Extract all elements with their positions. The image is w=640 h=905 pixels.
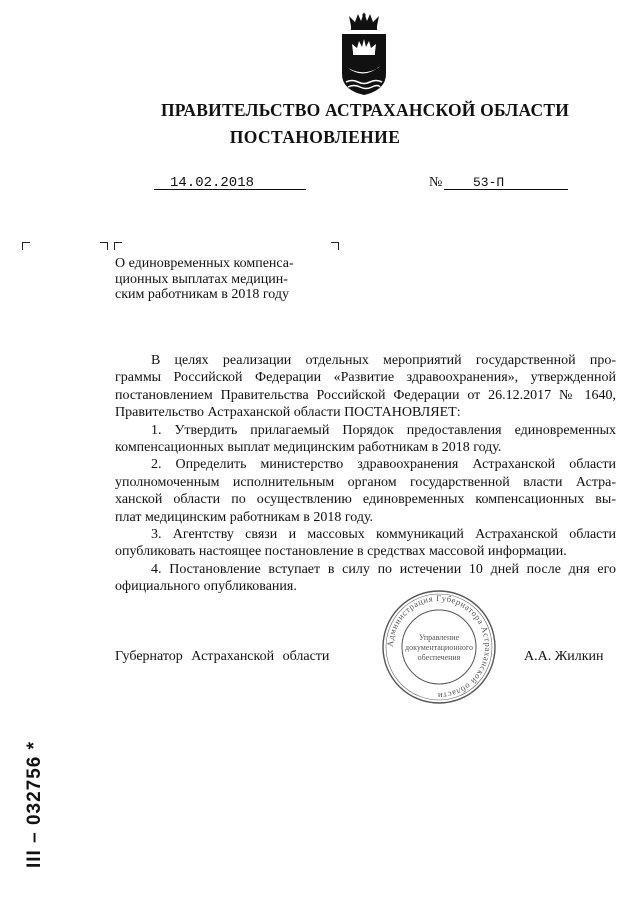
official-seal-stamp [380, 588, 498, 706]
document-body [115, 352, 616, 595]
seal-center-line: Управление [418, 633, 460, 642]
document-number: 53-П [473, 175, 505, 190]
seal-ring-text: Администрация Губернатора Астраханской области [384, 592, 494, 702]
subject-line: ским работникам в 2018 году [115, 287, 290, 302]
number-underline [444, 189, 568, 190]
subject-line: О единовременных компенса- [115, 256, 294, 271]
document-subject [115, 256, 294, 303]
seal-center-line: обеспечения [417, 653, 461, 662]
body-line: уполномоченным исполнительным органом государственной власти Астра- [115, 474, 616, 490]
organization-title: ПРАВИТЕЛЬСТВО АСТРАХАНСКОЙ ОБЛАСТИ [160, 100, 570, 120]
body-line: 3. Агентству связи и массовых коммуникаций Астраханской области [151, 526, 616, 542]
body-line: Правительство Астраханской области ПОСТАНОВЛЯЕТ: [115, 405, 461, 421]
corner-mark [100, 242, 108, 250]
form-serial-number [14, 700, 50, 870]
body-line: граммы Российской Федерации «Развитие здравоохранения», утвержденной [115, 370, 616, 386]
body-line: компенсационных выплат медицинским работникам в 2018 году. [115, 439, 502, 455]
signatory-position: Губернатор Астраханской области [115, 649, 330, 664]
body-line: официального опубликования. [115, 579, 297, 595]
body-line: плат медицинским работникам в 2018 году. [115, 509, 374, 525]
body-line: 1. Утвердить прилагаемый Порядок предоставления единовременных [151, 422, 616, 438]
document-type-title: ПОСТАНОВЛЕНИЕ [229, 127, 401, 147]
document-date: 14.02.2018 [170, 175, 255, 191]
coat-of-arms-emblem [338, 12, 390, 96]
date-underline [154, 189, 306, 190]
number-sign: № [429, 175, 443, 190]
corner-mark [22, 242, 30, 250]
body-line: постановлением Правительства Российской Федерации от 26.12.2017 № 1640, [115, 387, 616, 403]
body-line: 2. Определить министерство здравоохранения Астраханской области [151, 457, 616, 473]
serial-number-text: ІІІ – 032756 * [24, 740, 45, 868]
body-line: В целях реализации отдельных мероприятий государственной про- [151, 353, 616, 368]
body-line: 4. Постановление вступает в силу по истечении 10 дней после дня его [151, 561, 616, 577]
seal-center-line: документационного [405, 643, 473, 652]
corner-mark [331, 242, 339, 250]
body-line: ханской области по осуществлению единовременных компенсационных вы- [115, 492, 616, 508]
signatory-name: А.А. Жилкин [524, 649, 604, 664]
subject-line: ционных выплатах медицин- [115, 271, 288, 287]
body-line: опубликовать настоящее постановление в средствах массовой информации. [115, 544, 567, 560]
corner-mark [114, 242, 122, 250]
